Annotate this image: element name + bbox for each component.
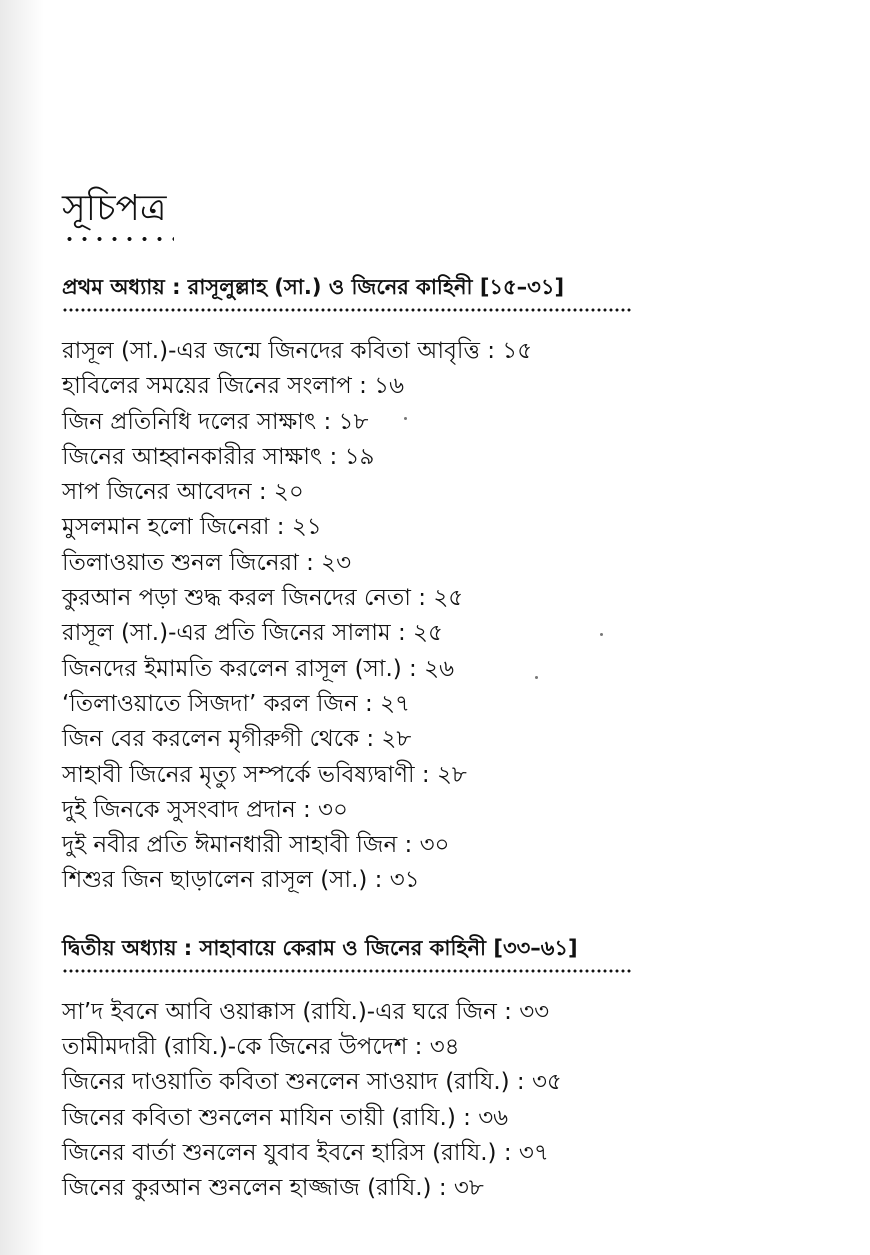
toc-entry: হাবিলের সময়ের জিনের সংলাপ : ১৬ bbox=[62, 373, 405, 400]
toc-entry: সাপ জিনের আবেদন : ২০ bbox=[62, 479, 304, 506]
toc-entry: কুরআন পড়া শুদ্ধ করল জিনদের নেতা : ২৫ bbox=[62, 585, 464, 612]
paper-speck bbox=[600, 633, 603, 636]
toc-entry: সা’দ ইবনে আবি ওয়াক্কাস (রাযি.)-এর ঘরে জিন : ৩৩ bbox=[62, 998, 550, 1025]
toc-entry: তিলাওয়াত শুনল জিনেরা : ২৩ bbox=[62, 549, 352, 576]
toc-entry: শিশুর জিন ছাড়ালেন রাসূল (সা.) : ৩১ bbox=[62, 867, 420, 894]
toc-entry: রাসূল (সা.)-এর প্রতি জিনের সালাম : ২৫ bbox=[62, 620, 443, 647]
paper-speck bbox=[404, 417, 407, 420]
toc-entry: জিনের আহ্বানকারীর সাক্ষাৎ : ১৯ bbox=[62, 443, 375, 470]
toc-entry: জিনের কবিতা শুনলেন মাযিন তায়ী (রাযি.) : ৩৬ bbox=[62, 1104, 509, 1131]
table-of-contents bbox=[62, 186, 782, 1207]
toc-entry: জিনের কুরআন শুনলেন হাজ্জাজ (রাযি.) : ৩৮ bbox=[62, 1175, 484, 1202]
toc-entry: সাহাবী জিনের মৃত্যু সম্পর্কে ভবিষ্যদ্বাণী : ২৮ bbox=[62, 761, 467, 788]
toc-entry: তামীমদারী (রাযি.)-কে জিনের উপদেশ : ৩৪ bbox=[62, 1034, 460, 1061]
chapter-entry-list bbox=[62, 995, 782, 1207]
paper-speck bbox=[535, 676, 538, 679]
toc-entry: মুসলমান হলো জিনেরা : ২১ bbox=[62, 514, 322, 541]
page-gutter-shadow bbox=[0, 0, 44, 1255]
chapter-heading: দ্বিতীয় অধ্যায় : সাহাবায়ে কেরাম ও জিনের কাহিনী [৩৩–৬১] bbox=[62, 935, 578, 960]
toc-entry: জিন বের করলেন মৃগীরুগী থেকে : ২৮ bbox=[62, 726, 412, 753]
chapter-2 bbox=[62, 933, 782, 1207]
chapter-dotted-rule bbox=[62, 967, 632, 975]
toc-entry: রাসূল (সা.)-এর জন্মে জিনদের কবিতা আবৃত্তি : ১৫ bbox=[62, 338, 533, 364]
chapter-dotted-rule bbox=[62, 306, 632, 314]
toc-entry: জিনের দাওয়াতি কবিতা শুনলেন সাওয়াদ (রাযি.) : ৩৫ bbox=[62, 1069, 562, 1096]
page-title: সূচিপত্র bbox=[62, 188, 167, 229]
chapter-1 bbox=[62, 272, 782, 899]
toc-entry: জিনের বার্তা শুনলেন যুবাব ইবনে হারিস (রাযি.) : ৩৭ bbox=[62, 1139, 549, 1166]
toc-entry: জিনদের ইমামতি করলেন রাসূল (সা.) : ২৬ bbox=[62, 655, 455, 682]
title-dotted-rule bbox=[62, 234, 174, 244]
toc-entry: দুই জিনকে সুসংবাদ প্রদান : ৩০ bbox=[62, 796, 348, 823]
chapter-entry-list bbox=[62, 334, 782, 899]
toc-entry: জিন প্রতিনিধি দলের সাক্ষাৎ : ১৮ bbox=[62, 408, 369, 435]
chapter-heading: প্রথম অধ্যায় : রাসূলুল্লাহ (সা.) ও জিনের কাহিনী [১৫–৩১] bbox=[62, 275, 565, 299]
toc-entry: ‘তিলাওয়াতে সিজদা’ করল জিন : ২৭ bbox=[62, 690, 410, 717]
toc-entry: দুই নবীর প্রতি ঈমানধারী সাহাবী জিন : ৩০ bbox=[62, 832, 450, 859]
